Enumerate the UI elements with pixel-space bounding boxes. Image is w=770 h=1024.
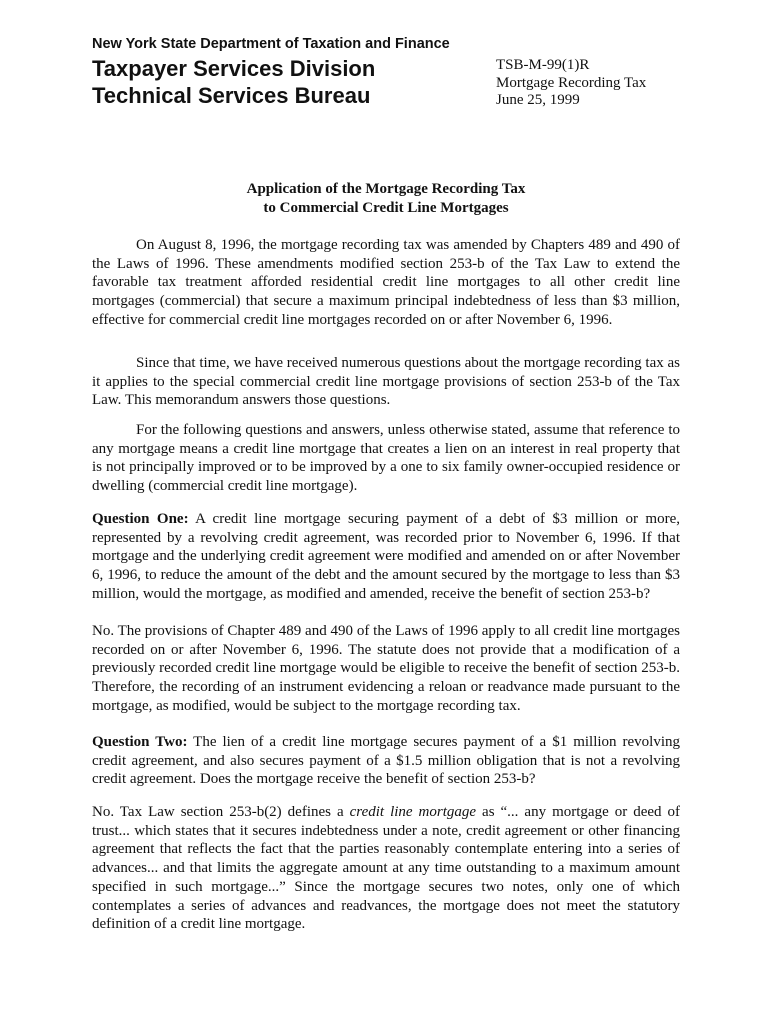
- question-one-label: Question One:: [92, 511, 189, 527]
- defined-term: credit line mortgage: [349, 804, 477, 820]
- document-title: [92, 180, 680, 217]
- bulletin-number: TSB-M-99(1)R: [496, 57, 590, 73]
- bulletin-date: June 25, 1999: [496, 92, 580, 108]
- paragraph-background: Since that time, we have received numerous questions about the mortgage recording tax as it applies to the special commercial credit line mortgage provisions of section 253-b of the Tax Law. This memorandum answers those questions.: [92, 355, 680, 409]
- question-two-label: Question Two:: [92, 734, 188, 750]
- question-one: [92, 510, 680, 604]
- agency-name: New York State Department of Taxation and Finance: [92, 36, 450, 52]
- answer-two: [92, 803, 680, 934]
- question-one-text: A credit line mortgage securing payment of a debt of $3 million or more, represented by a revolving credit agreement, was recorded prior to November 6, 1996. If that mortgage and the underlying credit agreement were modified and amended on or after November 6, 1996, to reduce the amount of the debt and the amount secured by the mortgage to less than $3 million, would the mortgage, as modified and amended, receive the benefit of section 253-b?: [92, 511, 680, 602]
- bulletin-subject: Mortgage Recording Tax: [496, 75, 647, 91]
- answer-two-text-end: as “... any mortgage or deed of trust... which states that it secures indebtedness under a note, credit agreement or other financing agreement that reflects the fact that the parties reasonably contemplate entering into a series of advances... and that limits the aggregate amount at any time outstanding to a maximum amount specified in such mortgage...” Since the mortgage secures two notes, only one of which contemplates a series of advances and readvances, the mortgage does not meet the statutory definition of a credit line mortgage.: [92, 804, 681, 933]
- title-line-2: to Commercial Credit Line Mortgages: [263, 199, 509, 216]
- title-line-1: Application of the Mortgage Recording Tax: [246, 181, 526, 197]
- question-two: [92, 733, 680, 789]
- answer-one: No. The provisions of Chapter 489 and 490 of the Laws of 1996 apply to all credit line mortgages recorded on or after November 6, 1996. The statute does not provide that a modification of a previously recorded credit line mortgage would be eligible to receive the benefit of section 253-b. Therefore, the recording of an instrument evidencing a reloan or readvance made pursuant to the mortgage, as modified, would be subject to the mortgage recording tax.: [92, 623, 680, 714]
- division-name: Taxpayer Services Division: [92, 56, 376, 81]
- answer-two-text-start: No. Tax Law section 253-b(2) defines a: [92, 804, 350, 820]
- paragraph-intro: On August 8, 1996, the mortgage recording tax was amended by Chapters 489 and 490 of the Laws of 1996. These amendments modified section 253-b of the Tax Law to extend the favorable tax treatment afforded residential credit line mortgages to all other credit line mortgages (commercial) that secure a maximum principal indebtedness of less than $3 million, effective for commercial credit line mortgages recorded on or after November 6, 1996.: [92, 237, 680, 328]
- question-two-text: The lien of a credit line mortgage secures payment of a $1 million revolving credit agreement, and also secures payment of a $1.5 million obligation that is not a revolving credit agreement. Does the mortgage receive the benefit of section 253-b?: [92, 734, 680, 788]
- bureau-name: Technical Services Bureau: [92, 83, 371, 108]
- paragraph-assumptions: For the following questions and answers, unless otherwise stated, assume that reference to any mortgage means a credit line mortgage that creates a lien on an interest in real property that is not principally improved or to be improved by a one to six family owner-occupied residence or dwelling (commercial credit line mortgage).: [92, 422, 680, 495]
